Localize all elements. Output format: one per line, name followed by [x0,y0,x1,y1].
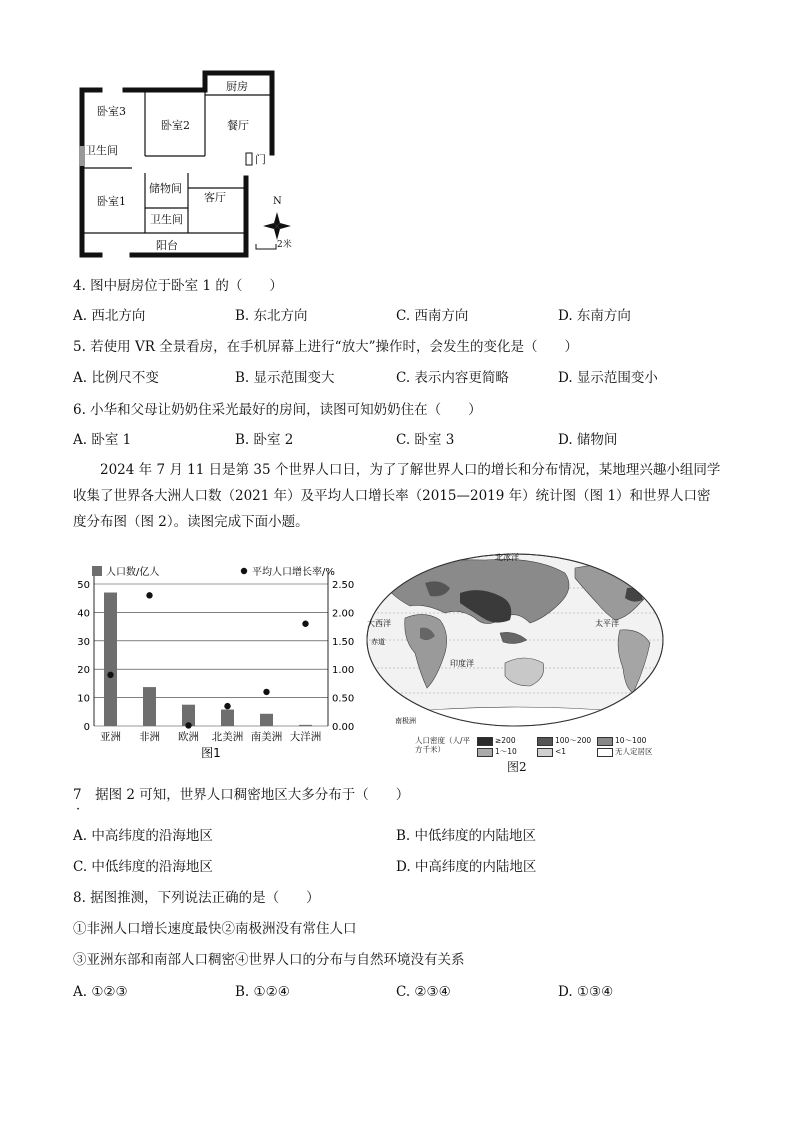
legend-swatch [477,737,493,746]
bar-3 [221,710,234,726]
room-bedroom3: 卧室3 [97,105,126,118]
growth-point-0 [107,672,113,678]
q8-option-d[interactable]: D. ①③④ [558,984,614,1000]
bar-1 [143,687,156,726]
q6-option-c[interactable]: C. 卧室 3 [396,432,455,448]
scale-label: 2米 [277,240,292,250]
compass-icon [263,212,291,240]
figure-2 [365,548,670,773]
legend-label: 100～200 [555,736,592,745]
question-7-stem: 7 据图 2 可知，世界人口稠密地区大多分布于（ ） [73,787,410,803]
population-chart [66,558,366,763]
floor-plan [70,68,300,268]
y-right-tick-label: 1.50 [332,636,355,648]
y-right-tick-label: 0.00 [332,722,355,733]
q5-option-d[interactable]: D. 显示范围变小 [558,370,658,386]
q8-option-b[interactable]: B. ①②④ [235,984,290,1000]
legend-point-swatch [241,568,247,574]
question-6-stem: 6. 小华和父母让奶奶住采光最好的房间，读图可知奶奶住在（ ） [73,402,482,418]
room-living: 客厅 [204,191,226,204]
growth-point-5 [302,621,308,627]
legend-item [597,736,646,746]
growth-point-2 [185,722,191,728]
question-5-stem: 5. 若使用 VR 全景看房，在手机屏幕上进行“放大”操作时，会发生的变化是（ ） [73,339,578,355]
legend-swatch [597,748,613,757]
question-4-stem: 4. 图中厨房位于卧室 1 的（ ） [73,278,283,294]
legend-bar-swatch [92,566,102,576]
y-right-tick-label: 2.50 [332,580,355,591]
q7-option-b[interactable]: B. 中低纬度的内陆地区 [396,828,537,844]
bar-4 [260,714,273,726]
figure-1-caption: 图1 [201,746,221,760]
room-storage: 储物间 [149,182,182,195]
legend-label: 1～10 [495,747,517,756]
growth-point-1 [146,592,152,598]
y-left-tick-label: 10 [77,693,90,705]
legend-item [597,747,653,757]
legend-item [537,747,566,757]
legend-bar-label: 人口数/亿人 [106,567,160,578]
q8-statement-1: ①非洲人口增长速度最快②南极洲没有常住人口 [73,921,357,937]
category-label: 非洲 [139,731,160,743]
scale-bar [256,244,276,249]
q4-option-b[interactable]: B. 东北方向 [235,308,308,324]
y-left-tick-label: 20 [77,665,90,677]
category-label: 北美洲 [211,731,244,743]
room-bathroom-center: 卫生间 [150,213,183,226]
map-label-atlantic: 大西洋 [367,619,391,628]
legend-swatch [537,737,553,746]
legend-label: 10～100 [615,736,647,745]
q6-option-b[interactable]: B. 卧室 2 [235,432,294,448]
bar-0 [104,593,117,726]
room-kitchen: 厨房 [226,80,248,93]
legend-swatch [537,748,553,757]
category-label: 南美洲 [250,731,283,743]
y-left-tick-label: 0 [83,722,90,733]
y-right-tick-label: 1.00 [332,665,355,677]
map-label-antarctic: 南极洲 [395,717,416,725]
legend-item [477,747,517,757]
growth-point-4 [263,689,269,695]
q8-option-c[interactable]: C. ②③④ [396,984,451,1000]
figure-1 [66,558,366,763]
category-label: 亚洲 [100,731,121,743]
room-balcony: 阳台 [156,239,178,252]
q4-option-d[interactable]: D. 东南方向 [558,308,631,324]
compass-north-label: N [273,196,282,207]
door-label: 门 [255,153,266,166]
floor-plan-drawing [70,68,300,268]
map-label-equator: 赤道 [371,638,385,646]
legend-label: <1 [555,747,567,756]
legend-label: ≥200 [495,736,516,745]
y-right-tick-label: 0.50 [332,693,355,705]
map-label-pacific: 太平洋 [595,619,619,628]
legend-swatch [597,737,613,746]
legend-point-label: 平均人口增长率/% [252,567,335,578]
y-left-tick-label: 50 [77,580,90,591]
room-bedroom2: 卧室2 [161,119,190,132]
map-legend-title: 人口密度（人/平方千米） [415,736,471,754]
y-left-tick-label: 30 [77,636,90,648]
legend-swatch [477,748,493,757]
category-label: 欧洲 [178,731,199,743]
legend-label: 无人定居区 [615,747,653,756]
q8-option-a[interactable]: A. ①②③ [73,984,128,1000]
q7-option-a[interactable]: A. 中高纬度的沿海地区 [73,828,213,844]
category-label: 大洋洲 [289,731,322,743]
stray-dot: · [76,802,81,817]
y-right-tick-label: 2.00 [332,608,355,620]
question-8-stem: 8. 据图推测，下列说法正确的是（ ） [73,890,320,906]
q6-option-a[interactable]: A. 卧室 1 [73,432,132,448]
figure-2-caption: 图2 [507,760,527,774]
q4-option-c[interactable]: C. 西南方向 [396,308,469,324]
room-bedroom1: 卧室1 [97,195,126,208]
map-label-arctic: 北冰洋 [495,553,519,562]
q5-option-a[interactable]: A. 比例尺不变 [73,370,159,386]
map-label-indian: 印度洋 [450,659,474,668]
passage: 2024 年 7 月 11 日是第 35 个世界人口日，为了了解世界人口的增长和分布情况，某地理兴趣小组同学收集了世界各大洲人口数（2021 年）及平均人口增长率（2015—2019 年）统计图（图 1）和世界人口密度分布图（图 2）。读图完成下面小题。 [73,462,721,530]
q8-statement-2: ③亚洲东部和南部人口稠密④世界人口的分布与自然环境没有关系 [73,952,465,968]
legend-item [477,736,516,746]
legend-item [537,736,591,746]
room-dining: 餐厅 [227,119,249,132]
room-bathroom-left: 卫生间 [85,144,118,157]
q5-option-b[interactable]: B. 显示范围变大 [235,370,335,386]
q4-option-a[interactable]: A. 西北方向 [73,308,146,324]
bar-5 [299,725,312,726]
q5-option-c[interactable]: C. 表示内容更简略 [396,370,509,386]
q6-option-d[interactable]: D. 储物间 [558,432,618,448]
q7-option-d[interactable]: D. 中高纬度的内陆地区 [396,859,537,875]
y-left-tick-label: 40 [77,608,90,620]
q7-option-c[interactable]: C. 中低纬度的沿海地区 [73,859,213,875]
growth-point-3 [224,703,230,709]
